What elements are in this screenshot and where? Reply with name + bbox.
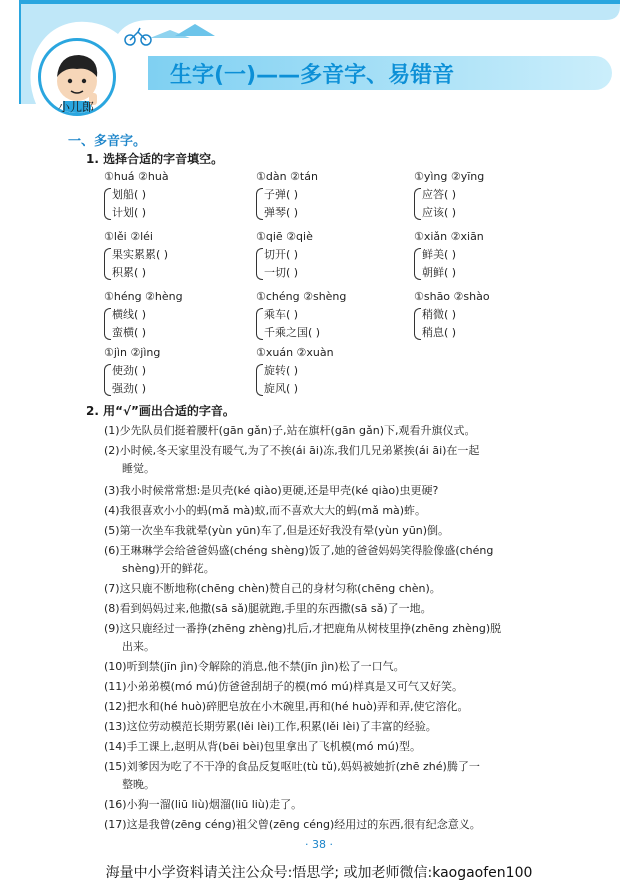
q1-item[interactable]: 划船( ) bbox=[112, 188, 147, 201]
q2-line-cont: 整晚。 bbox=[122, 778, 155, 791]
brace bbox=[104, 248, 111, 280]
q2-line[interactable]: (15)刘爹因为吃了不干净的食品反复呕吐(tù tǔ),妈妈被她折(zhē zhé)腾了一 bbox=[104, 760, 480, 773]
q1-item[interactable]: 使劲( ) bbox=[112, 364, 147, 377]
q1-options: ①héng ②hèng bbox=[104, 290, 183, 303]
brace bbox=[256, 248, 263, 280]
q2-line[interactable]: (2)小时候,冬天家里没有暖气,为了不挨(ái āi)冻,我们几兄弟紧挨(ái āi)在一起 bbox=[104, 444, 480, 457]
q1-item[interactable]: 朝鲜( ) bbox=[422, 266, 457, 279]
q1-item[interactable]: 果实累累( ) bbox=[112, 248, 169, 261]
q2-title: 2. 用“√”画出合适的字音。 bbox=[86, 404, 235, 418]
q1-title: 1. 选择合适的字音填空。 bbox=[86, 152, 224, 166]
brace bbox=[414, 308, 421, 340]
svg-text:✶: ✶ bbox=[178, 20, 187, 31]
section-heading: 一、多音字。 bbox=[68, 134, 147, 149]
q1-item[interactable]: 旋风( ) bbox=[264, 382, 299, 395]
q2-line[interactable]: (12)把水和(hé huò)碎肥皂放在小木碗里,再和(hé huò)弄和弄,使它溶化。 bbox=[104, 700, 469, 713]
q2-line[interactable]: (11)小弟弟模(mó mú)仿爸爸刮胡子的模(mó mú)样真是又可气又好笑。 bbox=[104, 680, 464, 693]
brace bbox=[414, 248, 421, 280]
q2-line-cont: 睡觉。 bbox=[122, 462, 155, 475]
q1-item[interactable]: 弹琴( ) bbox=[264, 206, 299, 219]
q1-item[interactable]: 乘车( ) bbox=[264, 308, 299, 321]
q1-options: ①shāo ②shào bbox=[414, 290, 490, 303]
brace bbox=[414, 188, 421, 220]
brace bbox=[104, 364, 111, 396]
q2-line[interactable]: (9)这只鹿经过一番挣(zhēng zhèng)扎后,才把鹿角从树枝里挣(zhēng zhèng)脱 bbox=[104, 622, 502, 635]
q1-item[interactable]: 计划( ) bbox=[112, 206, 147, 219]
brace bbox=[256, 188, 263, 220]
q1-item[interactable]: 横线( ) bbox=[112, 308, 147, 321]
mascot-label: 小儿郎 bbox=[57, 100, 94, 114]
q2-line[interactable]: (7)这只鹿不断地称(chēng chèn)赞自己的身材匀称(chēng chèn)。 bbox=[104, 582, 441, 595]
q2-line[interactable]: (8)看到妈妈过来,他撒(sā sǎ)腿就跑,手里的东西撒(sā sǎ)了一地。 bbox=[104, 602, 432, 615]
q1-item[interactable]: 鲜美( ) bbox=[422, 248, 457, 261]
q1-item[interactable]: 应该( ) bbox=[422, 206, 457, 219]
q2-line[interactable]: (13)这位劳动模范长期劳累(lěi lèi)工作,积累(lěi lèi)了丰富的经验。 bbox=[104, 720, 437, 733]
q1-options: ①xuán ②xuàn bbox=[256, 346, 334, 359]
q2-line[interactable]: (17)这是我曾(zēng céng)祖父曾(zēng céng)经用过的东西,很有纪念意义。 bbox=[104, 818, 481, 831]
brace bbox=[104, 308, 111, 340]
q1-options: ①jìn ②jìng bbox=[104, 346, 161, 359]
brace bbox=[256, 308, 263, 340]
q1-item[interactable]: 蛮横( ) bbox=[112, 326, 147, 339]
q1-options: ①qiē ②qiè bbox=[256, 230, 313, 243]
q1-item[interactable]: 积累( ) bbox=[112, 266, 147, 279]
q2-line[interactable]: (4)我很喜欢小小的蚂(mǎ mà)蚁,而不喜欢大大的蚂(mǎ mà)蚱。 bbox=[104, 504, 427, 517]
q1-item[interactable]: 稍息( ) bbox=[422, 326, 457, 339]
q1-item[interactable]: 千乘之国( ) bbox=[264, 326, 321, 339]
q1-item[interactable]: 旋转( ) bbox=[264, 364, 299, 377]
q1-item[interactable]: 应答( ) bbox=[422, 188, 457, 201]
q2-line[interactable]: (3)我小时候常常想:是贝壳(ké qiào)更硬,还是甲壳(ké qiào)虫更硬? bbox=[104, 484, 439, 497]
q2-line-cont: shèng)开的鲜花。 bbox=[122, 562, 215, 575]
q1-options: ①lěi ②léi bbox=[104, 230, 153, 243]
q1-item[interactable]: 一切( ) bbox=[264, 266, 299, 279]
q2-line[interactable]: (16)小狗一溜(liū liù)烟溜(liū liù)走了。 bbox=[104, 798, 303, 811]
q1-options: ①dàn ②tán bbox=[256, 170, 318, 183]
brace bbox=[104, 188, 111, 220]
q1-item[interactable]: 子弹( ) bbox=[264, 188, 299, 201]
q1-options: ①chéng ②shèng bbox=[256, 290, 347, 303]
q2-line-cont: 出来。 bbox=[122, 640, 155, 653]
q1-item[interactable]: 稍微( ) bbox=[422, 308, 457, 321]
q2-line[interactable]: (10)听到禁(jīn jìn)令解除的消息,他不禁(jīn jìn)松了一口气。 bbox=[104, 660, 405, 673]
q1-options: ①xiǎn ②xiān bbox=[414, 230, 484, 243]
q2-line[interactable]: (5)第一次坐车我就晕(yùn yūn)车了,但是还好我没有晕(yùn yūn)倒。 bbox=[104, 524, 450, 537]
brace bbox=[256, 364, 263, 396]
footer-note: 海量中小学资料请关注公众号:悟思学; 或加老师微信:kaogaofen100 bbox=[105, 865, 533, 881]
q1-item[interactable]: 强劲( ) bbox=[112, 382, 147, 395]
q2-line[interactable]: (6)王琳琳学会给爸爸妈盛(chéng shèng)饭了,她的爸爸妈妈笑得脸像盛(chéng bbox=[104, 544, 494, 557]
q2-line[interactable]: (1)少先队员们挺着腰杆(gān gǎn)子,站在旗杆(gān gǎn)下,观看升旗仪式。 bbox=[104, 424, 476, 437]
page-number: · 38 · bbox=[305, 838, 333, 851]
q1-options: ①yìng ②yīng bbox=[414, 170, 485, 183]
q1-options: ①huá ②huà bbox=[104, 170, 169, 183]
q2-line[interactable]: (14)手工课上,赵明从背(bēi bèi)包里拿出了飞机模(mó mú)型。 bbox=[104, 740, 421, 753]
page-title: 生字(一)——多音字、易错音 bbox=[170, 63, 455, 88]
q1-item[interactable]: 切开( ) bbox=[264, 248, 299, 261]
